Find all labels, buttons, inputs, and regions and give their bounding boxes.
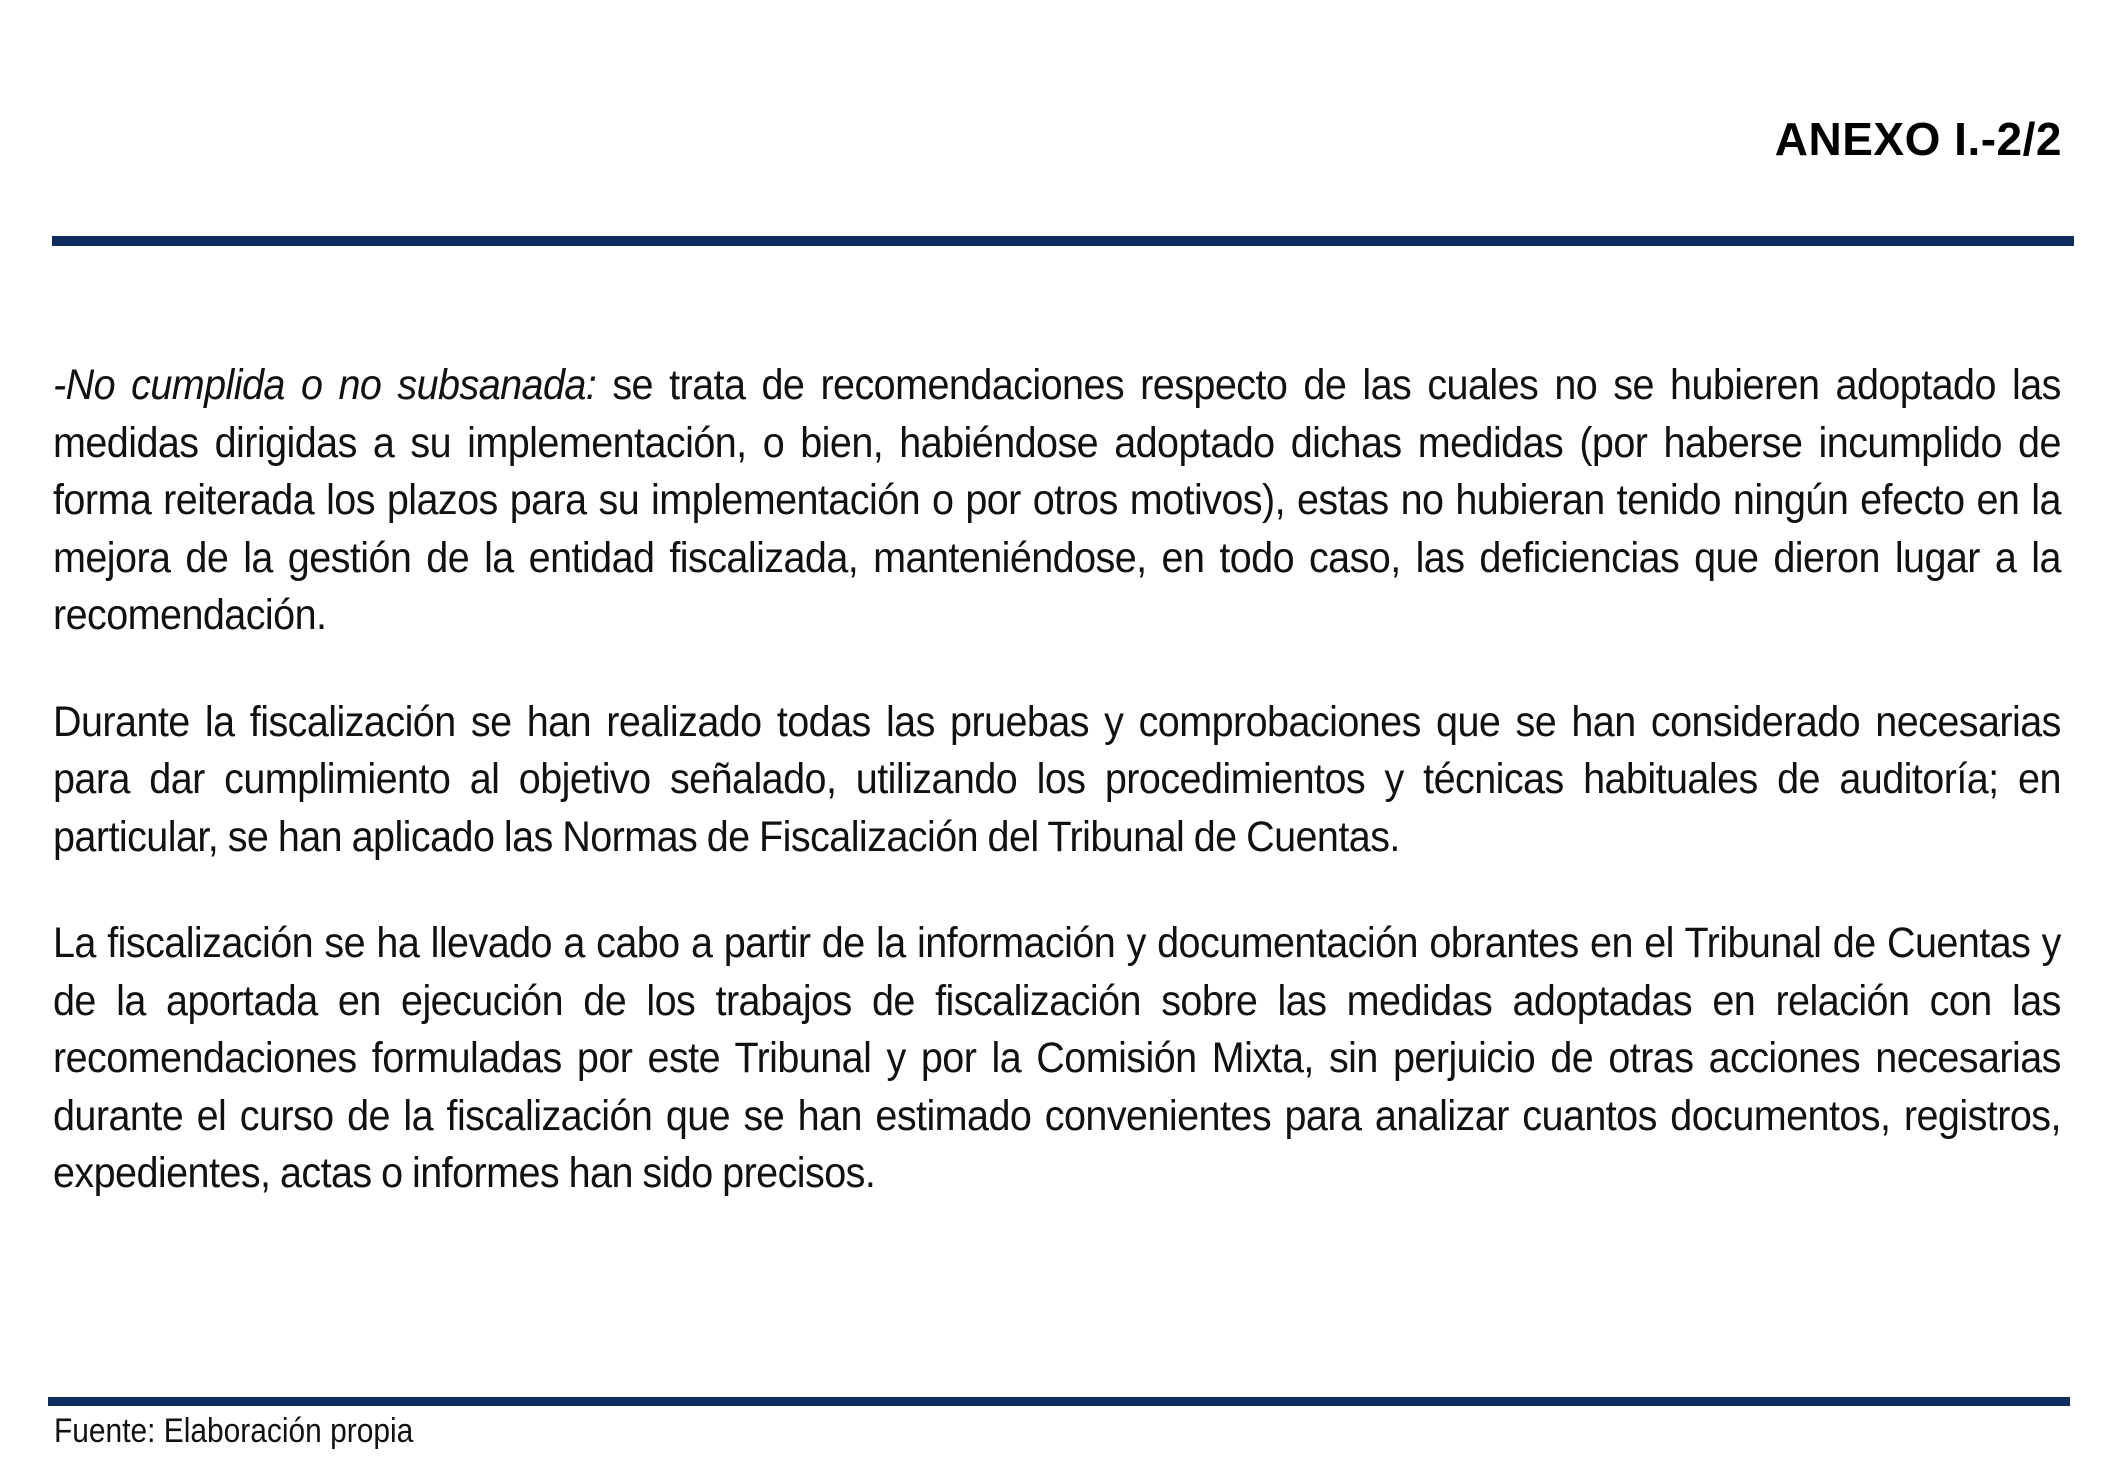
paragraph-text: se trata de recomendaciones respecto de las cuales no se hubieren adoptado las medidas dirigidas a su implementación, o bien, habiéndose adoptado dichas medidas (por haberse incumplido de forma reiterada los plazos para su implementación o por otros motivos), estas no hubieran tenido ningún efecto en la mejora de la gestión de la entidad fiscalizada, manteniéndose, en todo caso, las deficiencias que dieron lugar a la recomendación.: [53, 362, 2061, 639]
annex-title: ANEXO I.-2/2: [1774, 113, 2062, 165]
source-note: Fuente: Elaboración propia: [54, 1412, 414, 1450]
top-divider: [52, 236, 2074, 246]
paragraph-no-cumplida: [53, 357, 2061, 645]
paragraph-pruebas: Durante la fiscalización se han realizado todas las pruebas y comprobaciones que se han considerado necesarias para dar cumplimiento al objetivo señalado, utilizando los procedimientos y técnicas habituales de auditoría; en particular, se han aplicado las Normas de Fiscalización del Tribunal de Cuentas.: [53, 698, 2061, 861]
paragraph-fiscalizacion: La fiscalización se ha llevado a cabo a partir de la información y documentación obrantes en el Tribunal de Cuentas y de la aportada en ejecución de los trabajos de fiscalización sobre las medidas adoptadas en relación con las recomendaciones formuladas por este Tribunal y por la Comisión Mixta, sin perjuicio de otras acciones necesarias durante el curso de la fiscalización que se han estimado convenientes para analizar cuantos documentos, registros, expedientes, actas o informes han sido precisos.: [53, 920, 2061, 1197]
bottom-divider: [48, 1397, 2070, 1406]
paragraph-label: -No cumplida o no subsanada:: [53, 362, 597, 409]
document-body: [53, 357, 2061, 1252]
